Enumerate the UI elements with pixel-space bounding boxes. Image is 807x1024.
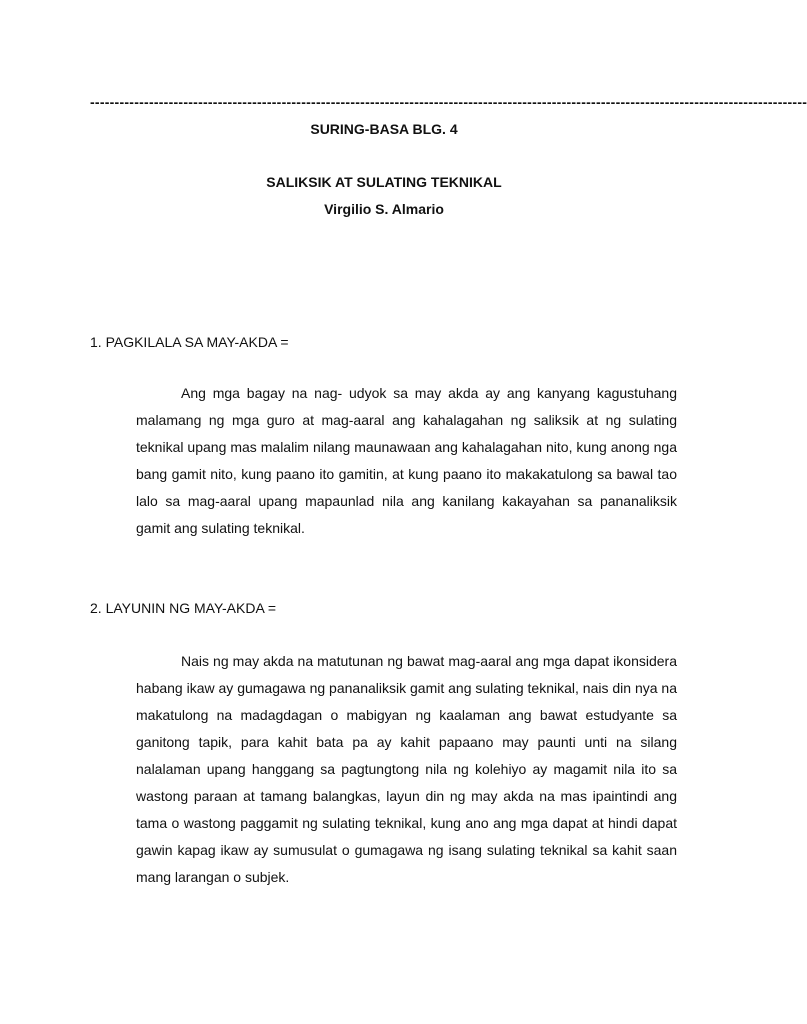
document-number-title: SURING-BASA BLG. 4	[310, 121, 458, 137]
separator-rule: --------------------------------------------------------------------------------------------------------------------------------------------------	[90, 94, 807, 110]
section-body-layunin: Nais ng may akda na matutunan ng bawat mag-aaral ang mga dapat ikonsidera habang ikaw ay gumagawa ng pananaliksik gamit ang sulating teknikal, nais din nya na makatulong na madagdagan o mabigyan ng kaalaman ang bawat estudyante sa ganitong tapik, para kahit bata pa ay kahit papaano may paunti unti na silang nalalaman upang hanggang sa pagtungtong nila ng kolehiyo ay magamit nila ito sa wastong paraan at tamang balangkas, layun din ng may akda na mas ipaintindi ang tama o wastong paggamit ng sulating teknikal, kung ano ang mga dapat at hindi dapat gawin kapag ikaw ay sumusulat o gumagawa ng isang sulating teknikal sa kahit saan mang larangan o subjek.	[136, 653, 677, 885]
section-heading-pagkilala: 1. PAGKILALA SA MAY-AKDA =	[90, 334, 289, 350]
section-body-pagkilala: Ang mga bagay na nag- udyok sa may akda ay ang kanyang kagustuhang malamang ng mga guro at mag-aaral ang kahalagahan ng saliksik at ng sulating teknikal upang mas malalim nilang maunawaan ang kahalagahan nito, kung anong nga bang gamit nito, kung paano ito gamitin, at kung paano ito makakatulong sa bawal tao lalo sa mag-aaral upang mapaunlad nila ang kanilang kakayahan sa pananaliksik gamit ang sulating teknikal.	[136, 385, 677, 536]
document-author: Virgilio S. Almario	[324, 201, 444, 217]
document-title: SALIKSIK AT SULATING TEKNIKAL	[266, 174, 502, 190]
section-heading-layunin: 2. LAYUNIN NG MAY-AKDA =	[90, 600, 277, 616]
